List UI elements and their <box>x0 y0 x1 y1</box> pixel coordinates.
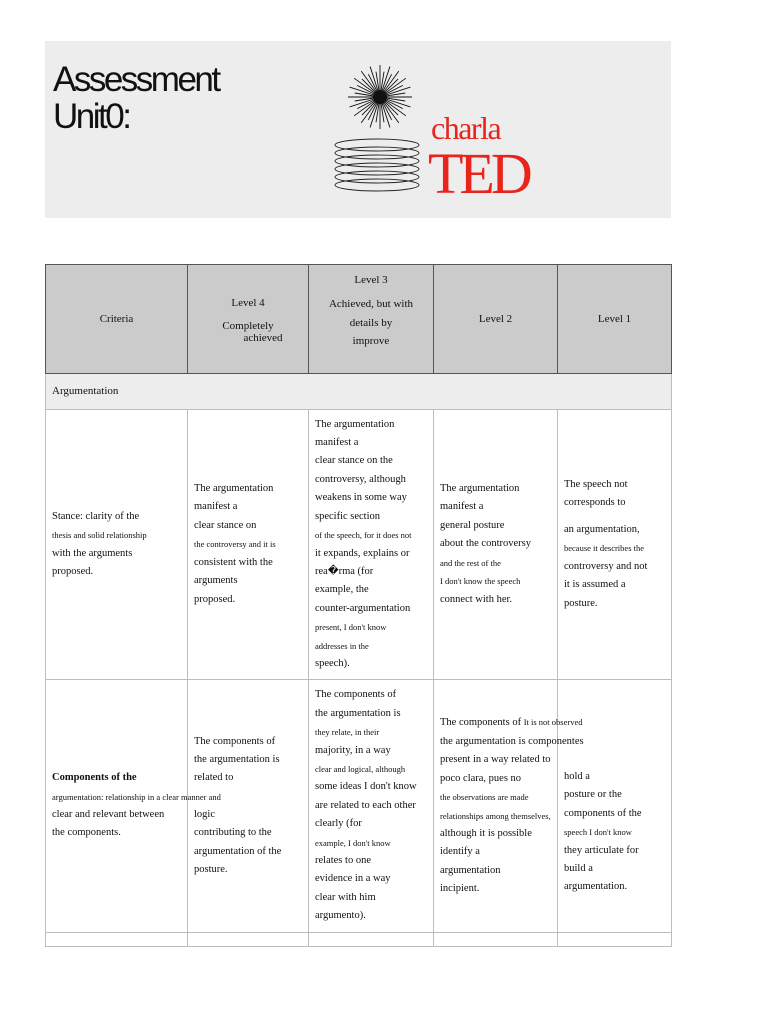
cell-line: relationships among themselves, <box>440 810 551 821</box>
cell-line: incipient. <box>440 883 480 895</box>
cell-line: the argumentation is <box>315 707 401 719</box>
cell-line: it is assumed a <box>564 579 626 591</box>
cell-line: poco clara, pues no <box>440 772 522 784</box>
page-title <box>53 61 219 135</box>
cell-line: contributing to the <box>194 827 272 839</box>
header-level-2: Level 2 <box>434 265 558 374</box>
cell-line: addresses in the <box>315 640 369 651</box>
header-level-4-line: Level 4 <box>231 296 265 309</box>
ted-logo-icon <box>330 57 430 199</box>
cell-line: speech). <box>315 657 350 669</box>
cell-line: rea�rma (for <box>315 565 374 577</box>
cell-line: an argumentation, <box>564 523 640 535</box>
cell-line: specific section <box>315 510 381 522</box>
empty-cell <box>434 933 558 947</box>
cell-line: components of the <box>564 807 642 819</box>
cell-line: Stance: clarity of the <box>52 510 140 522</box>
cell-line: proposed. <box>52 565 94 577</box>
cell-line: posture or the <box>564 789 622 801</box>
header-level-3 <box>309 265 434 374</box>
cell-line: manifest a <box>440 501 484 513</box>
row1-level-1 <box>558 410 672 680</box>
table-row <box>46 680 672 933</box>
empty-cell <box>309 933 434 947</box>
cell-line: because it describes the <box>564 543 645 554</box>
cell-line: The argumentation <box>315 418 395 430</box>
row1-level-4 <box>188 410 309 680</box>
section-title: Argumentation <box>46 374 672 410</box>
cell-line: are related to each other <box>315 799 416 811</box>
title-line-2: Unit0: <box>53 97 130 136</box>
cell-line: posture. <box>564 597 598 609</box>
cell-line: logic <box>194 808 215 820</box>
cell-line: identify a <box>440 846 480 858</box>
cell-line: clearly (for <box>315 818 362 830</box>
cell-line: the argumentation is componentes <box>440 735 584 747</box>
empty-cell <box>188 933 309 947</box>
header-level-3-line: details by <box>349 316 393 329</box>
table-header-row <box>46 265 672 374</box>
section-row-argumentation <box>46 374 672 410</box>
row1-criteria <box>46 410 188 680</box>
cell-line: weakens in some way <box>315 492 407 504</box>
brand-name-small: charla <box>431 110 501 146</box>
header-level-4 <box>188 265 309 374</box>
cell-line: manifest a <box>194 501 238 513</box>
cell-line: they relate, in their <box>315 727 380 738</box>
empty-cell <box>46 933 188 947</box>
cell-line: consistent with the <box>194 556 273 568</box>
cell-line: The components of <box>194 735 276 747</box>
title-line-1: Assessment <box>53 60 219 99</box>
table-row <box>46 410 672 680</box>
header-criteria: Criteria <box>46 265 188 374</box>
cell-line: The speech not <box>564 479 628 491</box>
row2-level-4 <box>188 680 309 933</box>
row1-level-3 <box>309 410 434 680</box>
cell-text: It is not observed <box>523 717 583 728</box>
cell-line: corresponds to <box>564 497 626 509</box>
table-row <box>46 933 672 947</box>
cell-line: relates to one <box>315 855 371 867</box>
cell-line: controversy and not <box>564 560 648 572</box>
cell-line: some ideas I don't know <box>315 781 417 793</box>
cell-line: evidence in a way <box>315 873 391 885</box>
cell-line: the components. <box>52 827 121 839</box>
cell-line: the argumentation is <box>194 753 280 765</box>
cell-line: manifest a <box>315 437 359 449</box>
cell-line: argumentation <box>440 864 501 876</box>
cell-line: clear with him <box>315 891 376 903</box>
header-level-3-line: Achieved, but with <box>328 298 413 311</box>
cell-line: clear and relevant between <box>52 809 165 820</box>
cell-line: proposed. <box>194 593 236 605</box>
cell-line: they articulate for <box>564 844 639 856</box>
row2-level-3 <box>309 680 434 933</box>
cell-line: thesis and solid relationship <box>52 530 147 541</box>
cell-line: and the rest of the <box>440 557 501 568</box>
cell-text: The components of <box>440 717 522 729</box>
cell-line: arguments <box>194 575 238 587</box>
cell-line: controversy, although <box>315 473 406 485</box>
cell-line: with the arguments <box>52 547 133 559</box>
cell-line: related to <box>194 772 234 784</box>
cell-line: example, the <box>315 584 369 596</box>
cell-line: clear stance on the <box>315 455 393 467</box>
cell-line: about the controversy <box>440 538 531 550</box>
header-level-3-line: improve <box>352 335 390 348</box>
cell-line: argumentation of the <box>194 845 282 857</box>
header-level-4-line: Completely <box>222 320 274 333</box>
cell-line: the controversy and it is <box>194 539 276 550</box>
cell-line <box>440 713 611 732</box>
cell-line: hold a <box>564 771 590 782</box>
cell-line: The argumentation <box>440 483 520 495</box>
cell-line: general posture <box>440 519 505 531</box>
header-level-3-line: Level 3 <box>354 274 388 286</box>
cell-line: example, I don't know <box>315 837 391 848</box>
cell-line: posture. <box>194 864 228 876</box>
header-banner <box>45 41 671 218</box>
brand-name-ted: TED <box>428 141 529 206</box>
header-level-1: Level 1 <box>558 265 672 374</box>
cell-line: although it is possible <box>440 827 532 839</box>
cell-line: clear and logical, although <box>315 763 406 774</box>
cell-line: connect with her. <box>440 593 513 605</box>
cell-line: of the speech, for it does not <box>315 530 412 541</box>
cell-line: the observations are made <box>440 792 529 803</box>
cell-line: argumentation. <box>564 881 628 893</box>
cell-line: The argumentation <box>194 483 274 495</box>
cell-line: speech I don't know <box>564 827 632 838</box>
cell-line: The components of <box>315 689 397 701</box>
empty-cell <box>558 933 672 947</box>
cell-line: I don't know the speech <box>440 576 521 587</box>
cell-line: majority, in a way <box>315 744 391 756</box>
cell-line: argumento). <box>315 910 366 922</box>
cell-line: Components of the <box>52 772 137 784</box>
cell-line: counter-argumentation <box>315 602 411 614</box>
cell-line: present, I don't know <box>315 622 387 633</box>
cell-line: argumentation: relationship in a clear manner and <box>52 791 221 802</box>
row1-level-2 <box>434 410 558 680</box>
header-level-4-line: achieved <box>243 332 283 345</box>
rubric-table <box>45 264 672 947</box>
cell-line: clear stance on <box>194 519 257 531</box>
cell-line: it expands, explains or <box>315 547 410 559</box>
cell-line: present in a way related to <box>440 754 551 766</box>
cell-line: build a <box>564 863 593 875</box>
